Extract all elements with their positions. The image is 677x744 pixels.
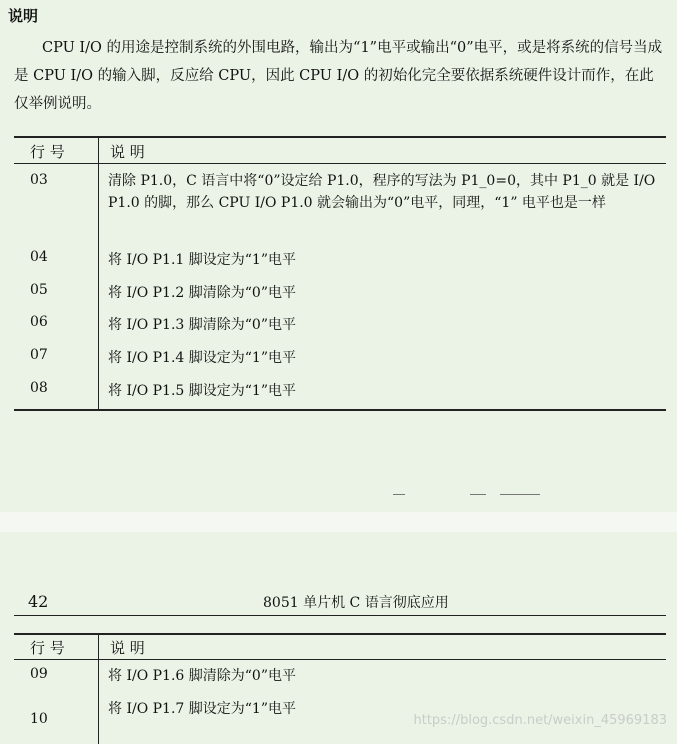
table-2-header-rule xyxy=(14,659,666,660)
table-1-top-rule xyxy=(14,136,666,138)
table-2-top-rule xyxy=(14,633,666,635)
table-row-desc: 将 I/O P1.4 脚设定为“1”电平 xyxy=(108,350,296,366)
table-row-line: 08 xyxy=(30,380,48,396)
table-row-line: 10 xyxy=(30,711,48,727)
table-row-line: 04 xyxy=(30,249,48,265)
watermark-url: https://blog.csdn.net/weixin_45969183 xyxy=(413,713,667,728)
scan-speck xyxy=(500,494,540,495)
table-1-header-desc: 说 明 xyxy=(110,143,145,161)
table-2-column-rule xyxy=(98,634,99,744)
intro-paragraph: CPU I/O 的用途是控制系统的外围电路，输出为“1”电平或输出“0”电平，或是将系统的信号当成是 CPU I/O 的输入脚，反应给 CPU，因此 CPU I/O 的初始化完全要依据系统硬件设计而作，在此仅举例说明。 xyxy=(14,40,663,112)
table-row-line: 05 xyxy=(30,282,48,298)
scan-speck xyxy=(470,494,486,495)
page-header-rule xyxy=(14,615,666,616)
table-row-desc: 将 I/O P1.6 脚清除为“0”电平 xyxy=(108,668,296,684)
table-row-line: 09 xyxy=(30,666,48,682)
table-1-column-rule xyxy=(98,137,99,410)
table-row-desc: 将 I/O P1.3 脚清除为“0”电平 xyxy=(108,317,296,333)
table-row-desc: 将 I/O P1.5 脚设定为“1”电平 xyxy=(108,383,296,399)
table-row-line: 07 xyxy=(30,347,48,363)
table-row-desc: 将 I/O P1.1 脚设定为“1”电平 xyxy=(108,252,296,268)
table-row-line: 03 xyxy=(30,172,48,188)
table-2-header-line: 行 号 xyxy=(30,639,65,657)
scan-speck xyxy=(393,494,405,495)
table-row-desc: 清除 P1.0，C 语言中将“0”设定给 P1.0，程序的写法为 P1_0=0，其中 P1_0 就是 I/O P1.0 的脚，那么 CPU I/O P1.0 就会输出为“0”电平，同理，“1” 电平也是一样 xyxy=(108,173,656,211)
table-1-header-rule xyxy=(14,163,666,164)
table-1-header-line: 行 号 xyxy=(30,143,65,161)
table-row-desc: 将 I/O P1.2 脚清除为“0”电平 xyxy=(108,285,296,301)
table-2-header-desc: 说 明 xyxy=(110,639,145,657)
page-break xyxy=(0,512,677,532)
section-title: 说明 xyxy=(8,7,39,25)
table-row-line: 06 xyxy=(30,314,48,330)
page-header-title: 8051 单片机 C 语言彻底应用 xyxy=(263,595,449,611)
table-1-bottom-rule xyxy=(14,409,666,411)
page-number: 42 xyxy=(28,592,49,611)
table-row-desc: 将 I/O P1.7 脚设定为“1”电平 xyxy=(108,701,296,717)
